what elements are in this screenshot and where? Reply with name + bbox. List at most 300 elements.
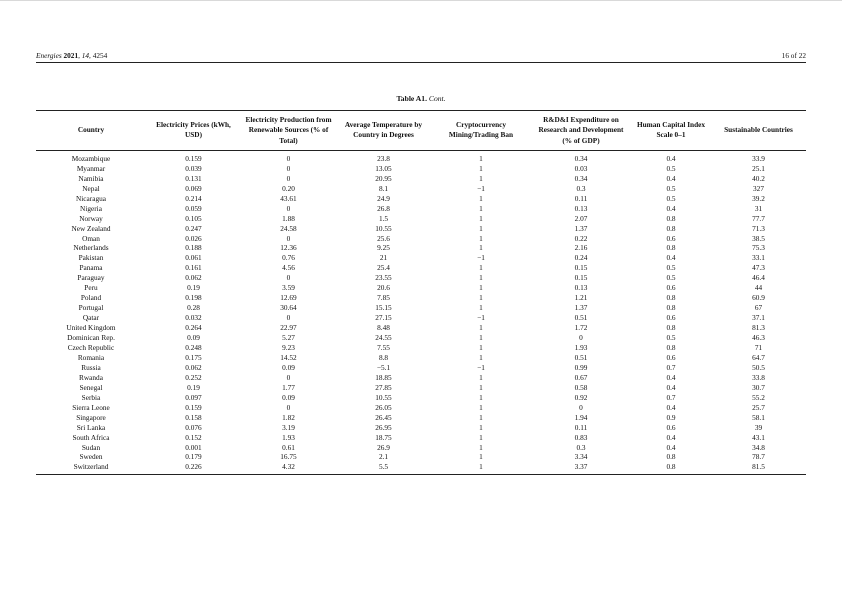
- cell-electricity-price: 0.214: [185, 193, 202, 203]
- cell-sustainability-score: 46.4: [752, 273, 765, 283]
- col-header-crypto-ban: Cryptocurrency Mining/Trading Ban: [448, 120, 514, 140]
- page-top-border: [0, 0, 842, 1]
- cell-rd-expenditure: 0.13: [574, 283, 588, 293]
- cell-average-temperature: 20.95: [375, 173, 392, 183]
- cell-sustainability-score: 33.8: [752, 372, 765, 382]
- cell-renewable-share: 1.82: [282, 412, 295, 422]
- table-body: [36, 150, 806, 475]
- table-row: [36, 303, 806, 313]
- cell-electricity-price: 0.226: [185, 462, 202, 472]
- cell-average-temperature: 21: [379, 253, 388, 263]
- cell-country: Sweden: [79, 452, 103, 462]
- cell-sustainability-score: 43.1: [752, 432, 765, 442]
- cell-rd-expenditure: 0.51: [574, 352, 588, 362]
- cell-human-capital-index: 0.5: [666, 193, 676, 203]
- cell-average-temperature: 24.9: [377, 193, 390, 203]
- cell-average-temperature: 2.1: [378, 452, 389, 462]
- cell-renewable-share: 43.61: [280, 193, 297, 203]
- cell-crypto-ban: −1: [477, 183, 485, 193]
- cell-crypto-ban: 1: [479, 303, 483, 313]
- cell-crypto-ban: 1: [479, 432, 483, 442]
- cell-rd-expenditure: 1.37: [574, 223, 588, 233]
- cell-renewable-share: 30.64: [280, 303, 297, 313]
- cell-rd-expenditure: 0.58: [574, 382, 588, 392]
- cell-sustainability-score: 30.7: [752, 382, 765, 392]
- cell-average-temperature: 23.8: [377, 153, 390, 163]
- cell-renewable-share: 12.36: [280, 243, 297, 253]
- cell-crypto-ban: 1: [479, 273, 483, 283]
- cell-renewable-share: 0.61: [282, 442, 295, 452]
- cell-crypto-ban: 1: [479, 402, 483, 412]
- cell-sustainability-score: 78.7: [752, 452, 765, 462]
- table-row: [36, 323, 806, 333]
- table-row: [36, 433, 806, 443]
- cell-electricity-price: 0.105: [185, 213, 202, 223]
- cell-sustainability-score: 77.7: [752, 213, 765, 223]
- cell-average-temperature: −5.1: [376, 362, 391, 372]
- cell-rd-expenditure: 0.83: [574, 432, 588, 442]
- cell-country: Poland: [80, 293, 102, 303]
- cell-average-temperature: 26.45: [375, 412, 392, 422]
- cell-human-capital-index: 0.8: [666, 452, 676, 462]
- cell-average-temperature: 5.5: [378, 462, 389, 472]
- col-header-rd-expenditure: R&D&I Expenditure on Research and Development (% of GDP): [538, 115, 624, 145]
- cell-country: Switzerland: [73, 462, 109, 472]
- cell-renewable-share: 4.32: [282, 462, 295, 472]
- cell-human-capital-index: 0.9: [666, 412, 676, 422]
- cell-country: Nicaragua: [76, 193, 106, 203]
- journal-name: Energies: [36, 51, 62, 60]
- cell-human-capital-index: 0.6: [666, 352, 676, 362]
- cell-average-temperature: 23.55: [375, 273, 392, 283]
- cell-average-temperature: 8.1: [378, 183, 389, 193]
- cell-rd-expenditure: 0.15: [574, 273, 588, 283]
- table-row: [36, 462, 806, 474]
- cell-sustainability-score: 58.1: [752, 412, 765, 422]
- cell-electricity-price: 0.062: [185, 273, 202, 283]
- cell-country: New Zealand: [71, 223, 111, 233]
- col-header-human-capital: Human Capital Index Scale 0–1: [636, 120, 706, 140]
- cell-renewable-share: 0: [286, 153, 291, 163]
- cell-crypto-ban: −1: [477, 253, 485, 263]
- cell-electricity-price: 0.28: [187, 303, 200, 313]
- cell-country: South Africa: [72, 432, 110, 442]
- cell-human-capital-index: 0.4: [666, 253, 676, 263]
- cell-electricity-price: 0.247: [185, 223, 202, 233]
- cell-average-temperature: 8.8: [378, 352, 389, 362]
- cell-sustainability-score: 327: [753, 183, 764, 193]
- table-row: [36, 313, 806, 323]
- cell-human-capital-index: 0.7: [666, 362, 676, 372]
- cell-renewable-share: 16.75: [280, 452, 297, 462]
- cell-human-capital-index: 0.8: [666, 243, 676, 253]
- cell-electricity-price: 0.264: [185, 323, 202, 333]
- cell-human-capital-index: 0.4: [666, 442, 676, 452]
- cell-country: Portugal: [78, 303, 104, 313]
- cell-human-capital-index: 0.7: [666, 392, 676, 402]
- cell-average-temperature: 10.55: [375, 392, 392, 402]
- cell-crypto-ban: 1: [479, 343, 483, 352]
- table-row: [36, 184, 806, 194]
- cell-average-temperature: 24.55: [375, 333, 392, 343]
- cell-rd-expenditure: 0.15: [574, 263, 588, 273]
- article-number: 4254: [92, 51, 108, 60]
- cell-renewable-share: 1.77: [282, 382, 295, 392]
- cell-crypto-ban: 1: [479, 412, 483, 422]
- table-row: [36, 452, 806, 462]
- cell-electricity-price: 0.161: [185, 263, 202, 273]
- cell-electricity-price: 0.158: [185, 412, 202, 422]
- cell-country: Norway: [79, 213, 103, 223]
- table-row: [36, 353, 806, 363]
- cell-average-temperature: 18.85: [375, 372, 392, 382]
- cell-crypto-ban: 1: [479, 173, 483, 183]
- cell-rd-expenditure: 0.13: [574, 203, 588, 213]
- cell-renewable-share: 5.27: [282, 333, 295, 343]
- cell-human-capital-index: 0.5: [666, 163, 676, 173]
- col-header-renewable-production: Electricity Production from Renewable Sources (% of Total): [245, 115, 332, 145]
- cell-human-capital-index: 0.5: [666, 183, 676, 193]
- table-row: [36, 263, 806, 273]
- cell-rd-expenditure: 0.11: [574, 193, 588, 203]
- table-label: Table A1.: [396, 94, 427, 103]
- cell-electricity-price: 0.09: [187, 333, 200, 343]
- cell-average-temperature: 27.85: [375, 382, 392, 392]
- cell-country: Namibia: [78, 173, 104, 183]
- cell-average-temperature: 20.6: [377, 283, 390, 293]
- cell-crypto-ban: 1: [479, 163, 483, 173]
- table-row: [36, 174, 806, 184]
- cell-renewable-share: 9.23: [282, 343, 295, 352]
- cell-sustainability-score: 34.8: [752, 442, 765, 452]
- table-row: [36, 214, 806, 224]
- cell-average-temperature: 7.85: [377, 293, 390, 303]
- cell-human-capital-index: 0.4: [666, 153, 676, 163]
- cell-rd-expenditure: 3.37: [574, 462, 588, 472]
- cell-sustainability-score: 40.2: [752, 173, 765, 183]
- table-row: [36, 363, 806, 373]
- table-row: [36, 283, 806, 293]
- cell-crypto-ban: −1: [477, 313, 485, 323]
- page-number: 16 of 22: [781, 51, 806, 60]
- cell-sustainability-score: 44: [754, 283, 763, 293]
- cell-country: United Kingdom: [66, 323, 116, 333]
- table-row: [36, 243, 806, 253]
- cell-rd-expenditure: 0: [579, 402, 583, 412]
- cell-crypto-ban: 1: [479, 452, 483, 462]
- cell-average-temperature: 25.6: [377, 233, 390, 243]
- cell-electricity-price: 0.039: [185, 163, 202, 173]
- cell-human-capital-index: 0.5: [666, 333, 676, 343]
- table-row: [36, 224, 806, 234]
- header-rule: [36, 62, 806, 63]
- cell-human-capital-index: 0.8: [666, 323, 676, 333]
- table-row: [36, 403, 806, 413]
- cell-rd-expenditure: 1.21: [574, 293, 588, 303]
- cell-electricity-price: 0.19: [187, 382, 200, 392]
- cell-sustainability-score: 25.7: [752, 402, 765, 412]
- col-header-country: Country: [77, 125, 105, 135]
- cell-electricity-price: 0.001: [185, 442, 202, 452]
- cell-electricity-price: 0.032: [185, 313, 202, 323]
- cell-rd-expenditure: 1.72: [574, 323, 588, 333]
- cell-sustainability-score: 31: [754, 203, 763, 213]
- cell-human-capital-index: 0.8: [666, 303, 676, 313]
- cell-crypto-ban: 1: [479, 153, 483, 163]
- cell-renewable-share: 0: [286, 233, 291, 243]
- cell-crypto-ban: 1: [479, 442, 483, 452]
- cell-country: Senegal: [79, 382, 103, 392]
- cell-crypto-ban: 1: [479, 243, 483, 253]
- journal-year: 2021: [63, 51, 79, 60]
- cell-average-temperature: 9.25: [377, 243, 390, 253]
- cell-sustainability-score: 60.9: [752, 293, 765, 303]
- cell-renewable-share: 4.56: [282, 263, 295, 273]
- cell-human-capital-index: 0.4: [666, 173, 676, 183]
- cell-electricity-price: 0.19: [187, 283, 200, 293]
- table-row: [36, 204, 806, 214]
- cell-rd-expenditure: 1.37: [574, 303, 588, 313]
- cell-electricity-price: 0.159: [185, 153, 202, 163]
- table-row: [36, 253, 806, 263]
- cell-renewable-share: 12.69: [280, 293, 297, 303]
- table-row: [36, 423, 806, 433]
- cell-renewable-share: 0: [286, 273, 291, 283]
- cell-sustainability-score: 25.1: [752, 163, 765, 173]
- data-table: [36, 110, 806, 475]
- cell-renewable-share: 1.93: [282, 432, 295, 442]
- table-row: [36, 373, 806, 383]
- cell-rd-expenditure: 0.3: [576, 442, 586, 452]
- cell-sustainability-score: 55.2: [752, 392, 765, 402]
- cell-crypto-ban: 1: [479, 223, 483, 233]
- cell-electricity-price: 0.076: [185, 422, 202, 432]
- cell-sustainability-score: 33.1: [752, 253, 765, 263]
- cell-average-temperature: 18.75: [375, 432, 392, 442]
- cell-crypto-ban: 1: [479, 462, 483, 472]
- cell-sustainability-score: 50.5: [752, 362, 765, 372]
- cell-renewable-share: 0: [286, 203, 291, 213]
- cell-rd-expenditure: 2.07: [574, 213, 588, 223]
- cell-country: Dominican Rep.: [67, 333, 115, 343]
- cell-crypto-ban: 1: [479, 283, 483, 293]
- cell-human-capital-index: 0.8: [666, 343, 676, 352]
- cell-renewable-share: 0.09: [282, 362, 295, 372]
- cell-average-temperature: 25.4: [377, 263, 390, 273]
- cell-human-capital-index: 0.4: [666, 432, 676, 442]
- cell-renewable-share: 3.59: [282, 283, 295, 293]
- cell-crypto-ban: 1: [479, 323, 483, 333]
- cell-average-temperature: 10.55: [375, 223, 392, 233]
- cell-rd-expenditure: 1.94: [574, 412, 588, 422]
- table-row: [36, 443, 806, 453]
- cell-renewable-share: 14.52: [280, 352, 297, 362]
- cell-sustainability-score: 39.2: [752, 193, 765, 203]
- cell-renewable-share: 24.58: [280, 223, 297, 233]
- cell-crypto-ban: 1: [479, 193, 483, 203]
- cell-human-capital-index: 0.8: [666, 223, 676, 233]
- cell-renewable-share: 0.09: [282, 392, 295, 402]
- cell-country: Qatar: [82, 313, 100, 323]
- cell-country: Sri Lanka: [76, 422, 106, 432]
- cell-electricity-price: 0.152: [185, 432, 202, 442]
- cell-crypto-ban: 1: [479, 372, 483, 382]
- cell-crypto-ban: 1: [479, 333, 483, 343]
- cell-crypto-ban: 1: [479, 392, 483, 402]
- cell-human-capital-index: 0.8: [666, 213, 676, 223]
- cell-crypto-ban: 1: [479, 233, 483, 243]
- cell-electricity-price: 0.131: [185, 173, 202, 183]
- table-header-row: [36, 111, 806, 151]
- table-cont: Cont.: [428, 94, 446, 103]
- cell-sustainability-score: 39: [754, 422, 763, 432]
- cell-average-temperature: 26.05: [375, 402, 392, 412]
- cell-average-temperature: 26.9: [377, 442, 390, 452]
- cell-sustainability-score: 47.3: [752, 263, 765, 273]
- table-row: [36, 150, 806, 163]
- cell-human-capital-index: 0.8: [666, 462, 676, 472]
- col-header-sustainable: Sustainable Countries: [724, 125, 793, 135]
- cell-human-capital-index: 0.6: [666, 233, 676, 243]
- cell-country: Peru: [84, 283, 98, 293]
- cell-average-temperature: 27.15: [375, 313, 392, 323]
- cell-renewable-share: 1.88: [282, 213, 295, 223]
- cell-renewable-share: 22.97: [280, 323, 297, 333]
- cell-human-capital-index: 0.4: [666, 382, 676, 392]
- cell-rd-expenditure: 0.11: [574, 422, 588, 432]
- table-row: [36, 234, 806, 244]
- cell-electricity-price: 0.159: [185, 402, 202, 412]
- table-caption: [0, 94, 842, 103]
- cell-crypto-ban: 1: [479, 382, 483, 392]
- cell-crypto-ban: 1: [479, 352, 483, 362]
- col-header-average-temperature: Average Temperature by Country in Degrees: [344, 120, 423, 140]
- cell-electricity-price: 0.188: [185, 243, 202, 253]
- cell-crypto-ban: 1: [479, 263, 483, 273]
- table-row: [36, 293, 806, 303]
- cell-average-temperature: 26.95: [375, 422, 392, 432]
- cell-sustainability-score: 71.3: [752, 223, 765, 233]
- cell-electricity-price: 0.069: [185, 183, 202, 193]
- cell-human-capital-index: 0.6: [666, 313, 676, 323]
- cell-human-capital-index: 0.5: [666, 263, 676, 273]
- cell-human-capital-index: 0.5: [666, 273, 676, 283]
- cell-rd-expenditure: 0.22: [574, 233, 588, 243]
- cell-country: Serbia: [81, 392, 101, 402]
- running-header: [36, 48, 806, 60]
- cell-country: Singapore: [76, 412, 106, 422]
- col-header-electricity-prices: Electricity Prices (kWh, USD): [156, 120, 231, 140]
- table-row: [36, 273, 806, 283]
- cell-rd-expenditure: 0.67: [574, 372, 588, 382]
- cell-country: Romania: [77, 352, 105, 362]
- cell-country: Rwanda: [79, 372, 103, 382]
- cell-country: Myanmar: [76, 163, 106, 173]
- cell-average-temperature: 15.15: [375, 303, 392, 313]
- cell-average-temperature: 13.05: [375, 163, 392, 173]
- cell-country: Mozambique: [71, 153, 111, 163]
- cell-rd-expenditure: 0.34: [574, 173, 588, 183]
- table-row: [36, 413, 806, 423]
- cell-sustainability-score: 75.3: [752, 243, 765, 253]
- cell-rd-expenditure: 0.92: [574, 392, 588, 402]
- cell-rd-expenditure: 0.99: [574, 362, 588, 372]
- cell-electricity-price: 0.059: [185, 203, 202, 213]
- table-row: [36, 333, 806, 343]
- cell-renewable-share: 0: [286, 372, 291, 382]
- cell-renewable-share: 0: [286, 402, 291, 412]
- cell-electricity-price: 0.062: [185, 362, 202, 372]
- cell-rd-expenditure: 0.34: [574, 153, 588, 163]
- journal-volume: 14: [81, 51, 90, 60]
- cell-rd-expenditure: 3.34: [574, 452, 588, 462]
- cell-crypto-ban: −1: [477, 362, 485, 372]
- cell-sustainability-score: 38.5: [752, 233, 765, 243]
- cell-country: Panama: [79, 263, 103, 273]
- cell-rd-expenditure: 0.24: [574, 253, 588, 263]
- cell-renewable-share: 0.20: [282, 183, 295, 193]
- cell-renewable-share: 0.76: [282, 253, 295, 263]
- cell-crypto-ban: 1: [479, 293, 483, 303]
- cell-electricity-price: 0.179: [185, 452, 202, 462]
- cell-sustainability-score: 81.3: [752, 323, 765, 333]
- cell-human-capital-index: 0.4: [666, 402, 676, 412]
- cell-crypto-ban: 1: [479, 213, 483, 223]
- cell-sustainability-score: 71: [754, 343, 763, 352]
- cell-country: Czech Republic: [67, 343, 115, 352]
- cell-electricity-price: 0.248: [185, 343, 202, 352]
- cell-country: Pakistan: [78, 253, 104, 263]
- cell-sustainability-score: 81.5: [752, 462, 765, 472]
- cell-electricity-price: 0.026: [185, 233, 202, 243]
- journal-citation: Energies 2021, 14, 4254: [36, 51, 108, 60]
- cell-human-capital-index: 0.6: [666, 422, 676, 432]
- table-row: [36, 343, 806, 353]
- cell-renewable-share: 0: [286, 313, 291, 323]
- cell-rd-expenditure: 0.03: [574, 163, 588, 173]
- cell-rd-expenditure: 0: [579, 333, 583, 343]
- cell-average-temperature: 1.5: [378, 213, 389, 223]
- cell-sustainability-score: 37.1: [752, 313, 765, 323]
- cell-electricity-price: 0.097: [185, 392, 202, 402]
- cell-country: Oman: [82, 233, 100, 243]
- cell-sustainability-score: 33.9: [752, 153, 765, 163]
- cell-country: Nigeria: [80, 203, 102, 213]
- cell-human-capital-index: 0.8: [666, 293, 676, 303]
- table-row: [36, 393, 806, 403]
- cell-electricity-price: 0.061: [185, 253, 202, 263]
- cell-rd-expenditure: 2.16: [574, 243, 588, 253]
- cell-sustainability-score: 67: [754, 303, 763, 313]
- cell-human-capital-index: 0.4: [666, 203, 676, 213]
- cell-rd-expenditure: 0.3: [576, 183, 586, 193]
- cell-electricity-price: 0.252: [185, 372, 202, 382]
- cell-crypto-ban: 1: [479, 422, 483, 432]
- cell-country: Netherlands: [73, 243, 109, 253]
- table-row: [36, 383, 806, 393]
- cell-human-capital-index: 0.4: [666, 372, 676, 382]
- cell-average-temperature: 26.8: [377, 203, 390, 213]
- table-row: [36, 164, 806, 174]
- cell-renewable-share: 0: [286, 173, 291, 183]
- cell-country: Nepal: [82, 183, 100, 193]
- cell-electricity-price: 0.175: [185, 352, 202, 362]
- cell-average-temperature: 7.55: [377, 343, 390, 352]
- cell-rd-expenditure: 1.93: [574, 343, 588, 352]
- cell-crypto-ban: 1: [479, 203, 483, 213]
- cell-average-temperature: 8.48: [377, 323, 390, 333]
- cell-country: Russia: [81, 362, 101, 372]
